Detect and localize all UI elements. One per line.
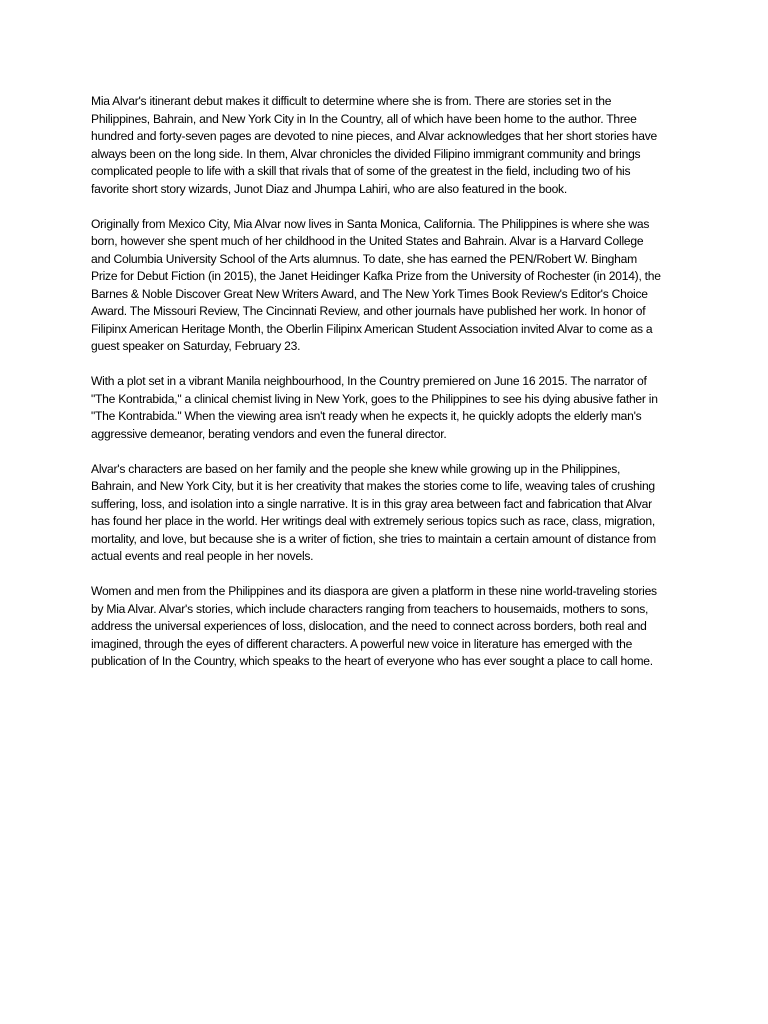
paragraph-5: Women and men from the Philippines and its diaspora are given a platform in these nine world-traveling stories by Mia Alvar. Alvar's stories, which include characters ranging from teachers to housemaids, mothers to sons, address the universal experiences of loss, dislocation, and the need to connect across borders, both real and imagined, through the eyes of different characters. A powerful new voice in literature has emerged with the publication of In the Country, which speaks to the heart of everyone who has ever sought a place to call home. <box>91 584 657 668</box>
paragraph-2: Originally from Mexico City, Mia Alvar now lives in Santa Monica, California. The Philippines is where she was born, however she spent much of her childhood in the United States and Bahrain. Alvar is a Harvard College and Columbia University School of the Arts alumnus. To date, she has earned the PEN/Robert W. Bingham Prize for Debut Fiction (in 2015), the Janet Heidinger Kafka Prize from the University of Rochester (in 2014), the Barnes & Noble Discover Great New Writers Award, and The New York Times Book Review's Editor's Choice Award. The Missouri Review, The Cincinnati Review, and other journals have published her work. In honor of Filipinx American Heritage Month, the Oberlin Filipinx American Student Association invited Alvar to come as a guest speaker on Saturday, February 23. <box>91 216 661 353</box>
paragraph-4: Alvar's characters are based on her family and the people she knew while growing up in the Philippines, Bahrain, and New York City, but it is her creativity that makes the stories come to life, weaving tales of crushing suffering, loss, and isolation into a single narrative. It is in this gray area between fact and fabrication that Alvar has found her place in the world. Her writings deal with extremely serious topics such as race, class, migration, mortality, and love, but because she is a writer of fiction, she tries to maintain a certain amount of distance from actual events and real people in her novels. <box>91 461 656 563</box>
paragraph-3: With a plot set in a vibrant Manila neighbourhood, In the Country premiered on June 16 2015. The narrator of "The Kontrabida," a clinical chemist living in New York, goes to the Philippines to see his dying abusive father in "The Kontrabida." When the viewing area isn't ready when he expects it, he quickly adopts the elderly man's aggressive demeanor, berating vendors and even the funeral director. <box>91 374 658 441</box>
document-body <box>91 93 663 688</box>
paragraph-1: Mia Alvar's itinerant debut makes it difficult to determine where she is from. There are stories set in the Philippines, Bahrain, and New York City in In the Country, all of which have been home to the author. Three hundred and forty-seven pages are devoted to nine pieces, and Alvar acknowledges that her short stories have always been on the long side. In them, Alvar chronicles the divided Filipino immigrant community and brings complicated people to life with a skill that rivals that of some of the greatest in the field, including two of his favorite short story wizards, Junot Diaz and Jhumpa Lahiri, who are also featured in the book. <box>91 94 657 196</box>
